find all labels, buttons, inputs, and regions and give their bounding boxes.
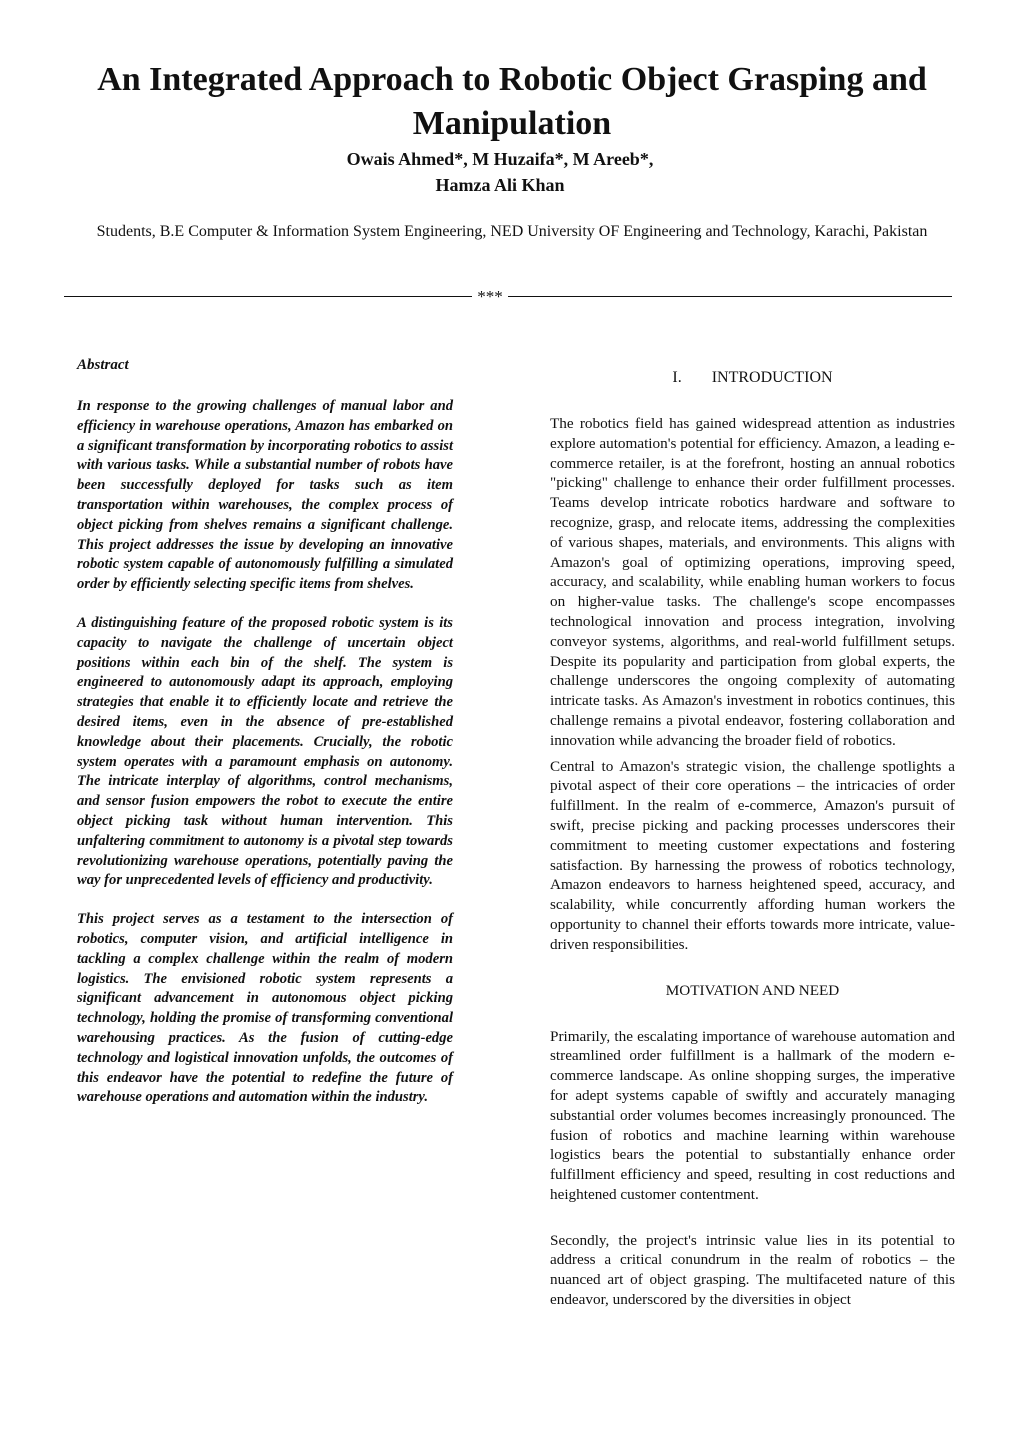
abstract-paragraph: A distinguishing feature of the proposed robotic system is its capacity to navigate the challenge of uncertain object positions within each bin of the shelf. The system is engineered to autonomously adapt its approach, employing strategies that enable it to efficiently locate and retrieve the desired items, even in the absence of pre-established knowledge about their placements. Crucially, the robotic system operates with a paramount emphasis on autonomy. The intricate interplay of algorithms, control mechanisms, and sensor fusion empowers the robot to execute the entire object picking task without human intervention. This unfaltering commitment to autonomy is a pivotal step towards revolutionizing warehouse operations, potentially paving the way for unprecedented levels of efficiency and productivity. — [77, 614, 453, 889]
abstract-paragraph: This project serves as a testament to the intersection of robotics, computer vision, and artificial intelligence in tackling a complex challenge within the realm of modern logistics. The envisioned robotic system represents a significant advancement in autonomous object picking technology, holding the promise of transforming conventional warehousing practices. As the fusion of cutting-edge technology and logistical innovation unfolds, the outcomes of this endeavor have the potential to redefine the future of warehouse operations and automation within the industry. — [77, 911, 453, 1106]
authors-line-2: Hamza Ali Khan — [435, 175, 565, 195]
separator-rule-left — [64, 296, 472, 297]
motivation-paragraph: Secondly, the project's intrinsic value lies in its potential to address a critical conundrum in the realm of robotics – the nuanced art of object grasping. The multifaceted nature of this endeavor, underscored by the diversities in object — [550, 1231, 955, 1309]
introduction-paragraph: Central to Amazon's strategic vision, the challenge spotlights a pivotal aspect of their core operations – the intricacies of order fulfillment. In the realm of e-commerce, Amazon's pursuit of swift, precise picking and packing processes underscores their commitment to meeting customer expectations and fostering satisfaction. By harnessing the prowess of robotics technology, Amazon endeavors to harness heightened speed, accuracy, and scalability, while concurrently affording human workers the opportunity to channel their efforts towards more intricate, value-driven responsibilities. — [550, 757, 955, 953]
separator-stars: *** — [477, 287, 503, 306]
section-number: I. — [672, 369, 682, 386]
author-list — [200, 146, 800, 198]
section-title: INTRODUCTION — [711, 369, 833, 386]
introduction-paragraph: The robotics field has gained widespread attention as industries explore automation's potential for efficiency. Amazon, a leading e-commerce retailer, is at the forefront, hosting an annual robotics "picking" challenge to enhance their order fulfillment processes. Teams develop intricate robotics hardware and software to recognize, grasp, and relocate items, addressing the complexities of various shapes, materials, and environments. This aligns with Amazon's goal of optimizing operations, improving speed, accuracy, and scalability, while enabling human workers to focus on higher-value tasks. The challenge's scope encompasses technological innovation and process integration, involving conveyor systems, algorithms, and real-world fulfillment setups. Despite its popularity and participation from global experts, the challenge underscores the ongoing complexity of automating intricate tasks. As Amazon's investment in robotics continues, this challenge remains a pivotal endeavor, fostering collaboration and innovation while advancing the broader field of robotics. — [550, 415, 955, 749]
motivation-paragraph: Primarily, the escalating importance of warehouse automation and streamlined order fulfillment is a hallmark of the modern e-commerce landscape. As online shopping surges, the imperative for adept systems capable of swiftly and accurately managing substantial order volumes becomes increasingly pronounced. The fusion of robotics and machine learning within warehouse logistics bears the potential to substantially enhance order fulfillment efficiency and speed, resulting in cost reductions and heightened customer contentment. — [550, 1027, 955, 1203]
authors-line-1: Owais Ahmed*, M Huzaifa*, M Areeb*, — [346, 149, 654, 169]
abstract-heading: Abstract — [77, 357, 129, 373]
separator-rule-right — [508, 296, 952, 297]
abstract-column — [77, 355, 453, 1127]
body-column — [550, 368, 955, 1316]
affiliation: Students, B.E Computer & Information System Engineering, NED University OF Engineering and Technology, Karachi, Pakistan — [96, 223, 928, 240]
motivation-heading: MOTIVATION AND NEED — [665, 981, 840, 999]
introduction-heading — [550, 368, 955, 388]
abstract-paragraph: In response to the growing challenges of manual labor and efficiency in warehouse operations, Amazon has embarked on a significant transformation by incorporating robotics to assist with various tasks. While a substantial number of robots have been successfully deployed for tasks such as item transportation within warehouses, the complex process of object picking from shelves remains a significant challenge. This project addresses the issue by developing an innovative robotic system capable of autonomously fulfilling a simulated order by efficiently selecting specific items from shelves. — [77, 398, 453, 593]
paper-title: An Integrated Approach to Robotic Object Grasping and Manipulation — [97, 61, 927, 142]
